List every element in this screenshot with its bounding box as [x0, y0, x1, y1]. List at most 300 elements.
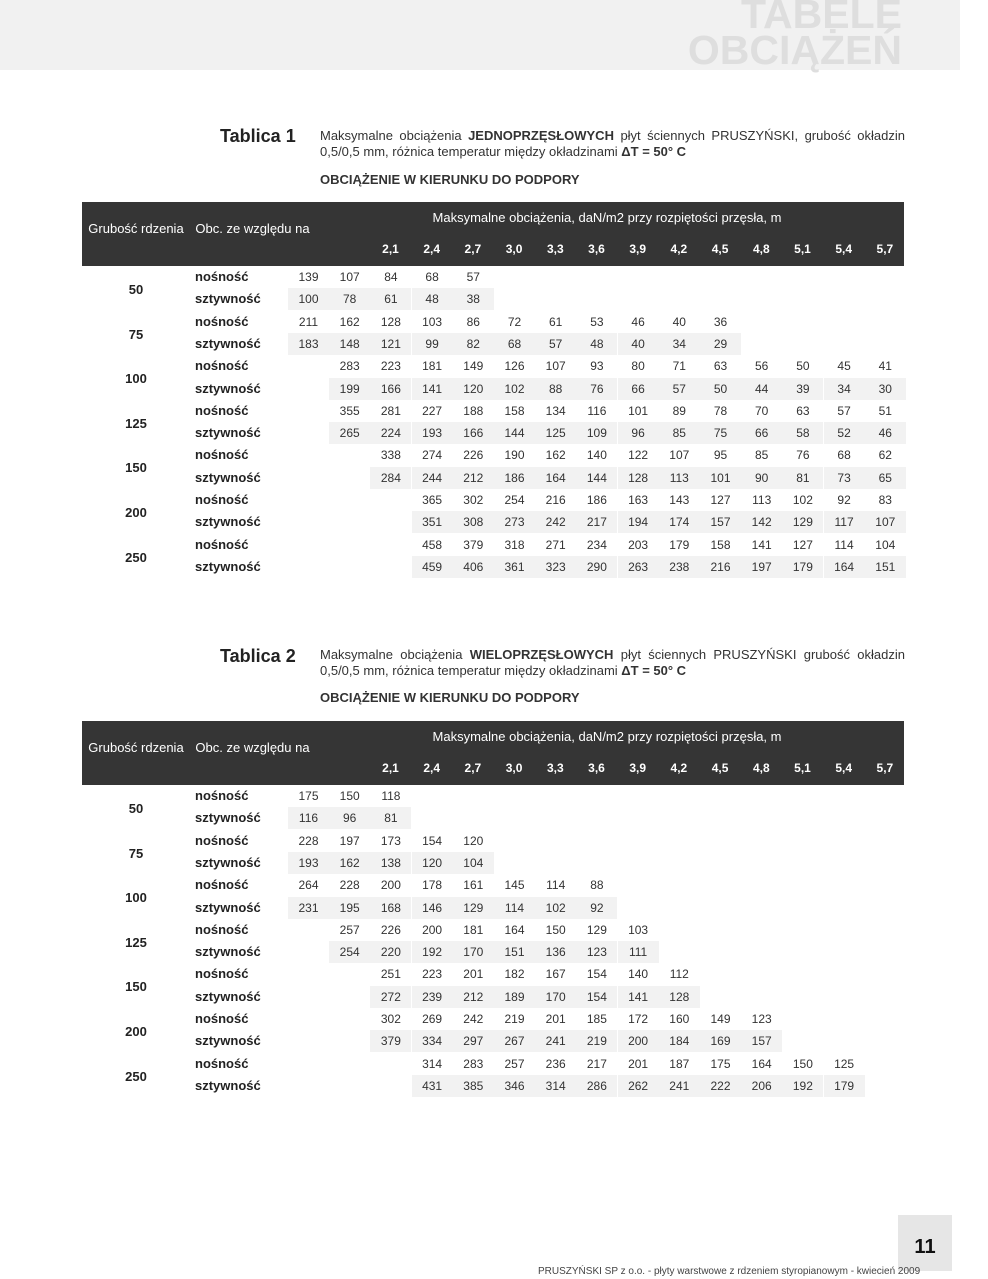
table-cell: 211	[298, 314, 319, 329]
table-cell: 61	[549, 314, 563, 329]
table-cell: 45	[837, 359, 851, 374]
table-cell: 141	[618, 986, 659, 1008]
core-thickness: 200	[125, 1024, 147, 1039]
table-cell: 174	[659, 511, 700, 533]
table-cell: 157	[741, 1030, 782, 1052]
table-2-description: Maksymalne obciążenia WIELOPRZĘSŁOWYCH płyt ściennych PRUSZYŃSKI grubość okładzin 0,5/0,5 mm, różnica temperatur między okładzinami ΔT = 50° C	[320, 647, 905, 678]
table-cell: 224	[370, 422, 411, 444]
row-label: nośność	[195, 313, 249, 329]
table-cell: 219	[576, 1030, 617, 1052]
table-cell: 154	[576, 986, 617, 1008]
row-label: nośność	[195, 877, 249, 893]
table-cell: 80	[631, 359, 645, 374]
table-cell: 88	[590, 878, 604, 893]
table-cell: 107	[669, 448, 690, 463]
table-cell: 162	[545, 448, 566, 463]
table-cell: 164	[824, 556, 865, 578]
span-header: 4,5	[711, 761, 729, 775]
table-cell: 238	[659, 556, 700, 578]
table-cell: 302	[463, 493, 484, 507]
table-cell: 197	[741, 556, 782, 578]
table-cell: 57	[466, 270, 480, 284]
table-cell: 151	[865, 556, 906, 578]
row-label: nośność	[195, 269, 249, 284]
table-cell: 185	[586, 1012, 607, 1026]
table-cell: 95	[713, 448, 728, 463]
table-cell: 178	[422, 878, 443, 893]
core-thickness: 100	[125, 890, 147, 906]
row-label: sztywność	[195, 1077, 261, 1093]
table-cell: 150	[339, 789, 360, 803]
table-row	[82, 785, 904, 807]
table-cell: 272	[370, 986, 411, 1008]
table-cell: 201	[545, 1012, 566, 1026]
span-header: 3,3	[546, 761, 564, 775]
table-cell: 186	[586, 493, 607, 507]
row-label: sztywność	[195, 291, 261, 307]
table-cell: 193	[412, 422, 453, 444]
table-row	[82, 919, 904, 941]
table-cell: 251	[380, 967, 401, 982]
table-cell: 314	[535, 1075, 576, 1097]
span-header: 2,7	[464, 242, 482, 256]
table-cell: 63	[713, 359, 728, 374]
table-cell: 281	[380, 403, 401, 418]
table-cell: 29	[700, 333, 741, 355]
table-cell: 146	[412, 897, 453, 919]
table-cell: 163	[628, 493, 649, 507]
row-label: sztywność	[195, 899, 261, 915]
table-1-subhead: OBCIĄŻENIE W KIERUNKU DO PODPORY	[320, 172, 580, 187]
table-cell: 141	[412, 378, 453, 400]
table-cell: 318	[504, 537, 525, 552]
core-thickness: 150	[125, 979, 147, 995]
table-cell: 192	[782, 1075, 823, 1097]
table-cell: 83	[878, 493, 892, 507]
table-cell: 120	[412, 852, 453, 874]
table-cell: 200	[380, 878, 401, 893]
table-cell: 40	[618, 333, 659, 355]
table-cell: 164	[535, 467, 576, 489]
table-cell: 103	[628, 922, 649, 937]
table-cell: 200	[618, 1030, 659, 1052]
table-cell: 284	[370, 467, 411, 489]
span-header: 3,6	[588, 242, 605, 256]
table-cell: 406	[453, 556, 494, 578]
table-cell: 120	[463, 833, 484, 848]
table-cell: 195	[329, 897, 370, 919]
table-cell: 188	[463, 403, 484, 418]
table-cell: 122	[628, 448, 649, 463]
table-cell: 216	[545, 493, 566, 507]
row-label: sztywność	[195, 514, 261, 530]
table-cell: 48	[412, 288, 453, 310]
table-cell: 162	[329, 852, 370, 874]
table-cell: 86	[466, 314, 480, 329]
table-cell: 96	[618, 422, 659, 444]
table-row	[82, 1075, 904, 1097]
table-row	[82, 444, 904, 466]
table-2-subhead: OBCIĄŻENIE W KIERUNKU DO PODPORY	[320, 690, 580, 705]
table-cell: 273	[494, 511, 535, 533]
core-thickness: 75	[128, 326, 144, 342]
table-cell: 242	[463, 1012, 484, 1026]
table-cell: 129	[782, 511, 823, 533]
table-cell: 114	[834, 537, 854, 552]
table-cell: 81	[370, 807, 411, 829]
core-thickness: 50	[128, 801, 144, 816]
table-cell: 254	[504, 493, 525, 507]
table-cell: 92	[576, 897, 617, 919]
table-cell: 107	[339, 270, 360, 284]
table-cell: 34	[659, 333, 700, 355]
table-cell: 39	[782, 378, 823, 400]
table-cell: 351	[412, 511, 453, 533]
span-header: 3,9	[629, 242, 647, 256]
table-cell: 114	[494, 897, 535, 919]
table-cell: 334	[412, 1030, 453, 1052]
table-cell: 194	[618, 511, 659, 533]
table-cell: 236	[545, 1056, 566, 1071]
table-cell: 181	[422, 359, 443, 374]
row-label: nośność	[195, 788, 249, 803]
table-cell: 144	[576, 467, 617, 489]
span-header: 4,2	[670, 761, 688, 775]
row-label: sztywność	[195, 988, 261, 1004]
table-row	[82, 941, 904, 963]
table-cell: 201	[628, 1056, 649, 1071]
page-title-line-2: OBCIĄŻEŃ	[687, 27, 902, 73]
row-label: nośność	[195, 536, 249, 552]
table-cell: 149	[463, 359, 484, 374]
table-cell: 164	[751, 1056, 772, 1071]
row-label: nośność	[195, 921, 249, 937]
table-cell: 66	[618, 378, 659, 400]
table-cell: 201	[463, 967, 484, 982]
table-row	[82, 467, 904, 489]
load-type-header: Obc. ze względu na	[195, 740, 310, 755]
table-cell: 231	[288, 897, 329, 919]
table-cell: 167	[545, 967, 566, 982]
table-cell: 170	[453, 941, 494, 963]
table-cell: 459	[412, 556, 453, 578]
table-row	[82, 830, 904, 852]
table-cell: 265	[329, 422, 370, 444]
table-cell: 186	[494, 467, 535, 489]
table-cell: 179	[824, 1075, 865, 1097]
table-cell: 323	[535, 556, 576, 578]
table-cell: 53	[590, 314, 604, 329]
table-cell: 212	[453, 986, 494, 1008]
table-cell: 104	[875, 537, 896, 552]
thickness-header: Grubość rdzenia	[88, 740, 184, 755]
table-cell: 257	[339, 922, 360, 937]
table-cell: 46	[865, 422, 906, 444]
table-cell: 168	[370, 897, 411, 919]
span-header: 5,1	[794, 761, 811, 775]
table-cell: 30	[865, 378, 906, 400]
table-cell: 113	[752, 493, 772, 507]
row-label: nośność	[195, 966, 249, 982]
row-label: sztywność	[195, 380, 261, 396]
table-cell: 141	[751, 537, 772, 552]
core-thickness: 125	[125, 934, 147, 950]
span-header: 6,3	[958, 242, 976, 256]
span-header: 4,5	[711, 242, 729, 256]
table-row	[82, 534, 904, 556]
table-cell: 121	[370, 333, 411, 355]
table-cell: 128	[618, 467, 659, 489]
table-cell: 140	[628, 967, 649, 982]
table-row	[82, 874, 904, 896]
table-cell: 102	[535, 897, 576, 919]
table-cell: 200	[422, 922, 443, 937]
span-header: 3,3	[546, 242, 564, 256]
table-cell: 164	[504, 922, 525, 937]
table-cell: 199	[329, 378, 370, 400]
table-1-description: Maksymalne obciążenia JEDNOPRZĘSŁOWYCH płyt ściennych PRUSZYŃSKI, grubość okładzin 0,5/0,5 mm, różnica temperatur między okładzinami ΔT = 50° C	[320, 128, 905, 159]
table-cell: 162	[339, 314, 360, 329]
table-cell: 179	[669, 537, 690, 552]
max-loads-header: Maksymalne obciążenia, daN/m2 przy rozpiętości przęsła, m	[432, 210, 782, 225]
table-cell: 57	[535, 333, 576, 355]
table-1-header	[82, 202, 976, 266]
table-cell: 78	[713, 403, 728, 418]
table-cell: 173	[380, 833, 401, 848]
table-cell: 239	[412, 986, 453, 1008]
table-cell: 57	[837, 403, 851, 418]
table-cell: 302	[380, 1012, 401, 1026]
table-row	[82, 511, 904, 533]
table-cell: 82	[453, 333, 494, 355]
table-cell: 138	[370, 852, 411, 874]
table-row	[82, 852, 904, 874]
span-header: 5,4	[835, 242, 853, 256]
table-cell: 104	[453, 852, 494, 874]
span-header: 4,8	[752, 761, 770, 775]
core-thickness: 125	[125, 415, 147, 431]
table-cell: 257	[504, 1056, 525, 1071]
table-cell: 203	[628, 537, 649, 552]
table-cell: 154	[586, 967, 607, 982]
table-cell: 166	[370, 378, 411, 400]
core-thickness: 250	[125, 1068, 147, 1084]
table-cell: 70	[755, 403, 769, 418]
span-header: 5,1	[794, 242, 811, 256]
table-cell: 216	[700, 556, 741, 578]
span-header: 3,9	[629, 761, 647, 775]
span-header: 5,7	[876, 761, 894, 775]
table-cell: 128	[380, 314, 401, 329]
table-row	[82, 963, 904, 985]
table-cell: 241	[535, 1030, 576, 1052]
row-label: nośność	[195, 832, 249, 848]
table-cell: 290	[576, 556, 617, 578]
table-cell: 286	[576, 1075, 617, 1097]
row-label: sztywność	[195, 1033, 261, 1049]
table-cell: 134	[545, 403, 566, 418]
table-cell: 127	[792, 537, 813, 552]
core-thickness: 100	[125, 371, 147, 387]
table-cell: 114	[546, 878, 566, 893]
span-header: 2,1	[382, 242, 399, 256]
row-label: sztywność	[195, 854, 261, 870]
span-header: 3,0	[505, 242, 523, 256]
table-cell: 139	[298, 270, 319, 284]
table-cell: 50	[796, 359, 810, 374]
table-row	[82, 1030, 904, 1052]
table-cell: 112	[669, 967, 689, 982]
span-header: 4,8	[752, 242, 770, 256]
row-label: sztywność	[195, 425, 261, 441]
core-thickness: 250	[125, 549, 147, 565]
table-cell: 431	[412, 1075, 453, 1097]
table-cell: 217	[586, 1056, 607, 1071]
core-thickness: 150	[125, 460, 147, 476]
table-cell: 101	[628, 403, 649, 418]
table-cell: 127	[710, 493, 731, 507]
table-cell: 71	[672, 359, 686, 374]
table-cell: 73	[824, 467, 865, 489]
table-cell: 223	[380, 359, 401, 374]
row-label: sztywność	[195, 469, 261, 485]
table-cell: 142	[741, 511, 782, 533]
table-cell: 68	[837, 448, 851, 463]
table-cell: 379	[463, 537, 484, 552]
thickness-header: Grubość rdzenia	[88, 221, 184, 236]
table-cell: 361	[494, 556, 535, 578]
table-cell: 72	[507, 314, 522, 329]
table-cell: 101	[700, 467, 741, 489]
table-cell: 123	[751, 1012, 772, 1026]
table-cell: 40	[672, 314, 686, 329]
table-cell: 283	[339, 359, 360, 374]
table-cell: 85	[755, 448, 769, 463]
table-cell: 179	[782, 556, 823, 578]
table-cell: 48	[576, 333, 617, 355]
table-row	[82, 400, 904, 422]
table-cell: 157	[700, 511, 741, 533]
table-cell: 217	[576, 511, 617, 533]
table-cell: 158	[710, 537, 731, 552]
table-cell: 111	[618, 941, 659, 963]
table-cell: 76	[576, 378, 617, 400]
table-cell: 183	[288, 333, 329, 355]
table-cell: 46	[631, 314, 645, 329]
table-cell: 84	[384, 270, 398, 284]
table-row	[82, 288, 904, 310]
table-cell: 458	[422, 537, 443, 552]
table-cell: 62	[878, 448, 892, 463]
table-cell: 264	[298, 878, 319, 893]
table-row	[82, 311, 904, 333]
table-cell: 297	[453, 1030, 494, 1052]
table-cell: 65	[865, 467, 906, 489]
table-cell: 88	[535, 378, 576, 400]
table-cell: 190	[504, 448, 525, 463]
footer-text: PRUSZYŃSKI SP z o.o. - płyty warstwowe z rdzeniem styropianowym - kwiecień 2009	[538, 1266, 921, 1277]
row-label: nośność	[195, 1055, 249, 1071]
table-cell: 85	[659, 422, 700, 444]
table-row	[82, 489, 904, 511]
table-cell: 125	[834, 1056, 855, 1071]
table-cell: 385	[453, 1075, 494, 1097]
table-cell: 103	[422, 314, 443, 329]
table-cell: 96	[329, 807, 370, 829]
table-row	[82, 807, 904, 829]
table-cell: 100	[288, 288, 329, 310]
table-cell: 34	[824, 378, 865, 400]
page-title-line-1: TABELE	[741, 0, 902, 37]
table-cell: 187	[669, 1056, 690, 1071]
span-header: 6,0	[917, 242, 935, 256]
table-cell: 128	[659, 986, 700, 1008]
core-thickness: 200	[125, 505, 147, 520]
row-label: nośność	[195, 1011, 249, 1026]
table-cell: 41	[878, 359, 892, 374]
row-label: nośność	[195, 358, 249, 374]
table-cell: 78	[329, 288, 370, 310]
table-cell: 314	[422, 1056, 443, 1071]
table-cell: 244	[412, 467, 453, 489]
table-cell: 212	[453, 467, 494, 489]
span-header: 3,0	[505, 761, 523, 775]
table-row	[82, 333, 904, 355]
table-cell: 44	[741, 378, 782, 400]
span-header: 4,2	[670, 242, 688, 256]
table-cell: 58	[782, 422, 823, 444]
row-label: nośność	[195, 447, 249, 463]
table-row	[82, 556, 904, 578]
table-cell: 63	[796, 403, 810, 418]
table-cell: 75	[700, 422, 741, 444]
table-row	[82, 897, 904, 919]
span-header: 6,0	[917, 761, 935, 775]
table-cell: 102	[494, 378, 535, 400]
table-cell: 269	[422, 1012, 443, 1026]
span-header: 6,3	[958, 761, 976, 775]
table-cell: 338	[380, 448, 401, 463]
table-cell: 68	[494, 333, 535, 355]
table-cell: 220	[370, 941, 411, 963]
table-cell: 226	[463, 448, 484, 463]
table-cell: 99	[412, 333, 453, 355]
row-label: nośność	[195, 402, 249, 418]
table-cell: 56	[755, 359, 769, 374]
table-cell: 355	[339, 403, 360, 418]
table-row	[82, 378, 904, 400]
table-cell: 158	[504, 403, 525, 418]
table-cell: 206	[741, 1075, 782, 1097]
row-label: nośność	[195, 492, 249, 507]
table-cell: 36	[713, 314, 728, 329]
table-cell: 346	[494, 1075, 535, 1097]
table-cell: 140	[586, 448, 607, 463]
table-cell: 379	[370, 1030, 411, 1052]
table-cell: 192	[412, 941, 453, 963]
table-cell: 271	[545, 537, 566, 552]
table-cell: 241	[659, 1075, 700, 1097]
table-cell: 50	[700, 378, 741, 400]
table-cell: 89	[672, 403, 686, 418]
table-cell: 90	[741, 467, 782, 489]
span-header: 2,1	[382, 761, 399, 775]
span-header: 5,7	[876, 242, 894, 256]
table-1-label: Tablica 1	[220, 126, 296, 146]
table-cell: 242	[535, 511, 576, 533]
row-label: sztywność	[195, 944, 261, 960]
table-cell: 254	[329, 941, 370, 963]
